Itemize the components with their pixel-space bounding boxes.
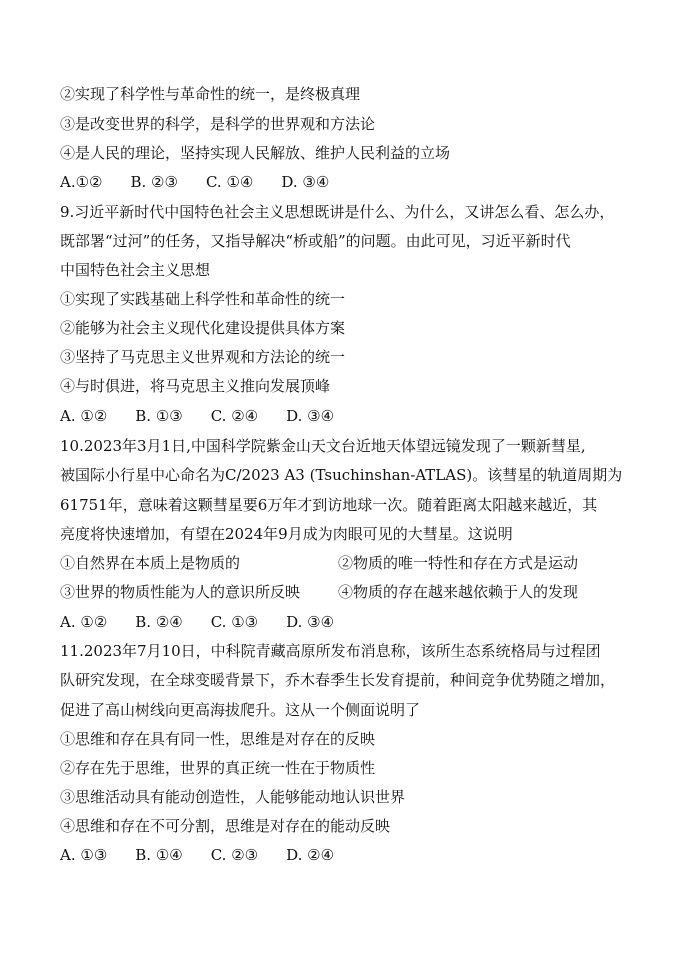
q11-choice-d: D. ②④ — [286, 846, 335, 864]
q10-stem-line-1: 10.2023年3月1日,中国科学院紫金山天文台近地天体望远镜发现了一颗新彗星, — [60, 437, 586, 455]
q9-answer-choices — [60, 406, 660, 426]
q11-stem-line-3: 促进了高山树线向更高海拔爬升。这从一个侧面说明了 — [60, 701, 421, 719]
q11-answer-choices — [60, 845, 660, 865]
q8-choice-d: D. ③④ — [281, 173, 330, 191]
q11-choice-b: B. ①④ — [135, 846, 183, 864]
q10-answer-choices — [60, 612, 660, 632]
q10-option-1: ①自然界在本质上是物质的 — [60, 554, 241, 572]
q10-choice-a: A. ①② — [60, 613, 108, 631]
q10-options-row-2 — [60, 582, 660, 602]
q10-option-2: ②物质的唯一特性和存在方式是运动 — [338, 554, 579, 572]
q9-choice-a: A. ①② — [60, 407, 108, 425]
q8-option-2: ②实现了科学性与革命性的统一，是终极真理 — [60, 85, 361, 103]
q9-option-2: ②能够为社会主义现代化建设提供具体方案 — [60, 319, 346, 337]
q9-stem-line-3: 中国特色社会主义思想 — [60, 261, 211, 279]
q9-option-4: ④与时俱进，将马克思主义推向发展顶峰 — [60, 377, 331, 395]
q9-stem-line-1: 9.习近平新时代中国特色社会主义思想既讲是什么、为什么，又讲怎么看、怎么办， — [60, 203, 615, 221]
q9-choice-d: D. ③④ — [286, 407, 335, 425]
q10-stem-line-4: 亮度将快速增加，有望在2024年9月成为肉眼可见的大彗星。这说明 — [60, 525, 513, 543]
q9-option-1: ①实现了实践基础上科学性和革命性的统一 — [60, 290, 346, 308]
q11-choice-c: C. ②③ — [210, 846, 259, 864]
q9-choice-b: B. ①③ — [135, 407, 183, 425]
q11-option-4: ④思维和存在不可分割，思维是对存在的能动反映 — [60, 817, 391, 835]
q9-stem-line-2: 既部署“过河”的任务，又指导解决“桥或船”的问题。由此可见，习近平新时代 — [60, 232, 571, 250]
q11-choice-a: A. ①③ — [60, 846, 108, 864]
q8-choice-a: A.①② — [60, 173, 103, 191]
q10-choice-c: C. ①③ — [210, 613, 259, 631]
q8-choice-c: C. ①④ — [205, 173, 254, 191]
q9-option-3: ③坚持了马克思主义世界观和方法论的统一 — [60, 348, 346, 366]
q9-choice-c: C. ②④ — [210, 407, 259, 425]
q10-option-3: ③世界的物质性能为人的意识所反映 — [60, 583, 301, 601]
q11-option-3: ③思维活动具有能动创造性，人能够能动地认识世界 — [60, 788, 406, 806]
q10-stem-line-2: 被国际小行星中心命名为C/2023 A3 (Tsuchinshan-ATLAS)。该彗星的轨道周期为 — [60, 466, 623, 484]
q10-stem-line-3: 61751年，意味着这颗彗星要6万年才到访地球一次。随着距离太阳越来越近，其 — [60, 496, 598, 514]
q8-option-4: ④是人民的理论，坚持实现人民解放、维护人民利益的立场 — [60, 144, 451, 162]
q11-option-2: ②存在先于思维，世界的真正统一性在于物质性 — [60, 759, 376, 777]
q11-stem-line-1: 11.2023年7月10日，中科院青藏高原所发布消息称，该所生态系统格局与过程团 — [60, 642, 601, 660]
q8-choice-b: B. ②③ — [130, 173, 178, 191]
q8-answer-choices — [60, 172, 660, 192]
q8-option-3: ③是改变世界的科学，是科学的世界观和方法论 — [60, 115, 376, 133]
q10-options-row-1 — [60, 553, 660, 573]
q10-choice-b: B. ②④ — [135, 613, 183, 631]
q10-choice-d: D. ③④ — [286, 613, 335, 631]
q11-stem-line-2: 队研究发现，在全球变暖背景下，乔木春季生长发育提前，种间竞争优势随之增加， — [60, 671, 616, 689]
q11-option-1: ①思维和存在具有同一性，思维是对存在的反映 — [60, 730, 376, 748]
q10-option-4: ④物质的存在越来越依赖于人的发现 — [338, 583, 579, 601]
